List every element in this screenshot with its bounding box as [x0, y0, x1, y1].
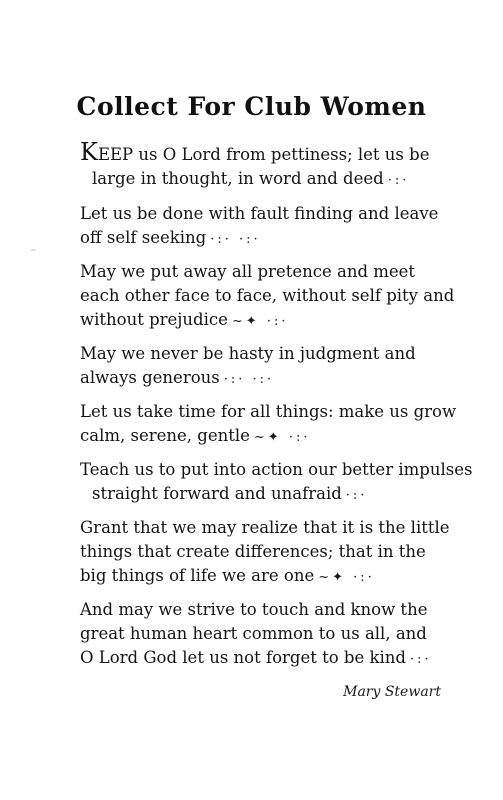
stanza-line	[80, 167, 460, 193]
stanza-line	[80, 284, 460, 308]
line-text: calm, serene, gentle	[80, 426, 250, 445]
stanza-line	[80, 598, 460, 622]
line-text: each other face to face, without self pity and	[80, 286, 455, 305]
line-text: And may we strive to touch and know the	[80, 600, 428, 619]
line-text: Let us be done with fault finding and leave	[80, 204, 439, 223]
stanza-line	[80, 400, 460, 424]
stanza-7	[80, 516, 460, 590]
drop-cap: K	[80, 138, 98, 166]
line-text: great human heart common to us all, and	[80, 624, 427, 643]
flourish-ornament: ·:·	[387, 173, 410, 188]
poem-title: Collect For Club Women	[76, 92, 427, 121]
stanza-line	[80, 516, 460, 540]
stanza-line	[80, 308, 460, 334]
stanza-line	[80, 424, 460, 450]
flourish-ornament: ·:· ·:·	[210, 232, 261, 247]
line-text: May we never be hasty in judgment and	[80, 344, 416, 363]
line-text: Teach us to put into action our better impulses	[80, 460, 473, 479]
line-text: large in thought, in word and deed	[92, 169, 384, 188]
stanza-5	[80, 400, 460, 450]
stanza-line	[80, 564, 460, 590]
flourish-ornament: ·:·	[345, 488, 368, 503]
line-text: Let us take time for all things: make us grow	[80, 402, 457, 421]
stanza-line	[80, 138, 460, 167]
stanza-line	[80, 202, 460, 226]
line-text: May we put away all pretence and meet	[80, 262, 416, 281]
stanza-line	[80, 646, 460, 672]
author-signature: Mary Stewart	[343, 684, 441, 700]
stanza-line	[80, 540, 460, 564]
line-text: without prejudice	[80, 310, 228, 329]
line-text: Grant that we may realize that it is the little	[80, 518, 450, 537]
line-text: straight forward and unafraid	[92, 484, 342, 503]
stanza-line	[80, 342, 460, 366]
stanza-line	[80, 622, 460, 646]
stanza-line	[80, 260, 460, 284]
stanza-8	[80, 598, 460, 672]
stanza-4	[80, 342, 460, 392]
stanza-3	[80, 260, 460, 334]
flourish-ornament: ~✦ ·:·	[253, 430, 311, 445]
paper-speck	[31, 249, 36, 251]
flourish-ornament: ~✦ ·:·	[231, 314, 289, 329]
line-text: big things of life we are one	[80, 566, 315, 585]
stanza-line	[80, 226, 460, 252]
stanza-line	[80, 458, 473, 482]
line-text: things that create differences; that in the	[80, 542, 426, 561]
flourish-ornament: ·:· ·:·	[223, 372, 275, 387]
flourish-ornament: ·:·	[409, 652, 432, 667]
line-text: off self seeking	[80, 228, 207, 247]
flourish-ornament: ~✦ ·:·	[318, 570, 375, 585]
stanza-1	[80, 138, 460, 193]
stanza-line	[80, 482, 460, 508]
line-text: O Lord God let us not forget to be kind	[80, 648, 406, 667]
line-text: always generous	[80, 368, 220, 387]
stanza-line	[80, 366, 460, 392]
stanza-6	[80, 458, 473, 508]
stanza-2	[80, 202, 460, 252]
line-text: EEP us O Lord from pettiness; let us be	[97, 145, 430, 164]
